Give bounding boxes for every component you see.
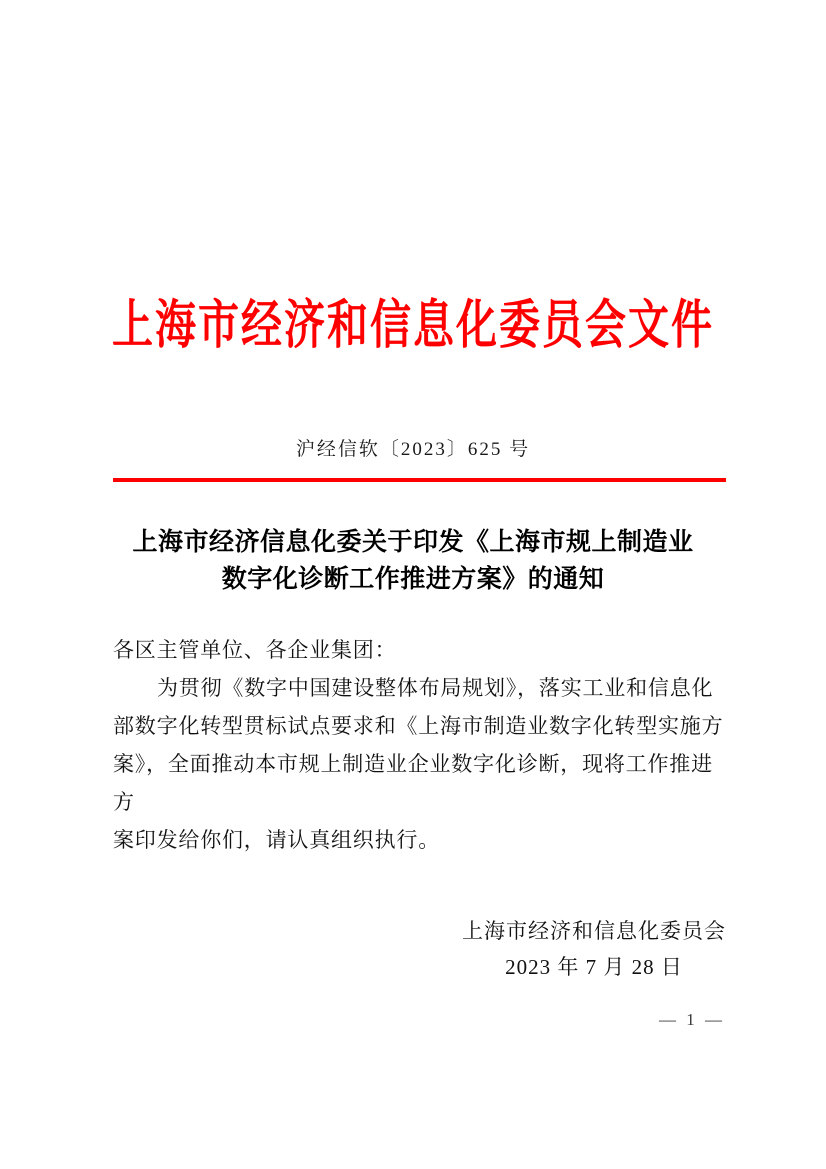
signer-name: 上海市经济和信息化委员会 <box>462 919 726 943</box>
document-title <box>99 524 727 598</box>
document-number: 沪经信软〔2023〕625 号 <box>295 439 531 460</box>
sign-date: 2023 年 7 月 28 日 <box>505 955 683 979</box>
body-paragraph-line: 案印发给你们，请认真组织执行。 <box>113 828 440 852</box>
body-paragraph-line: 案》，全面推动本市规上制造业企业数字化诊断，现将工作推进方 <box>113 752 713 814</box>
red-divider-rule <box>113 478 726 482</box>
body-paragraph-line: 部数字化转型贯标试点要求和《上海市制造业数字化转型实施方 <box>113 714 724 738</box>
signature-block <box>462 913 726 985</box>
body-paragraph-line: 为贯彻《数字中国建设整体布局规划》，落实工业和信息化 <box>157 676 714 700</box>
document-title-line1: 上海市经济信息化委关于印发《上海市规上制造业 <box>132 529 694 556</box>
document-title-line2: 数字化诊断工作推进方案》的通知 <box>221 566 605 593</box>
agency-header-title: 上海市经济和信息化委员会文件 <box>112 295 714 355</box>
document-body <box>113 631 729 859</box>
salutation: 各区主管单位、各企业集团： <box>113 638 397 662</box>
page-number: — 1 — <box>659 1010 725 1029</box>
